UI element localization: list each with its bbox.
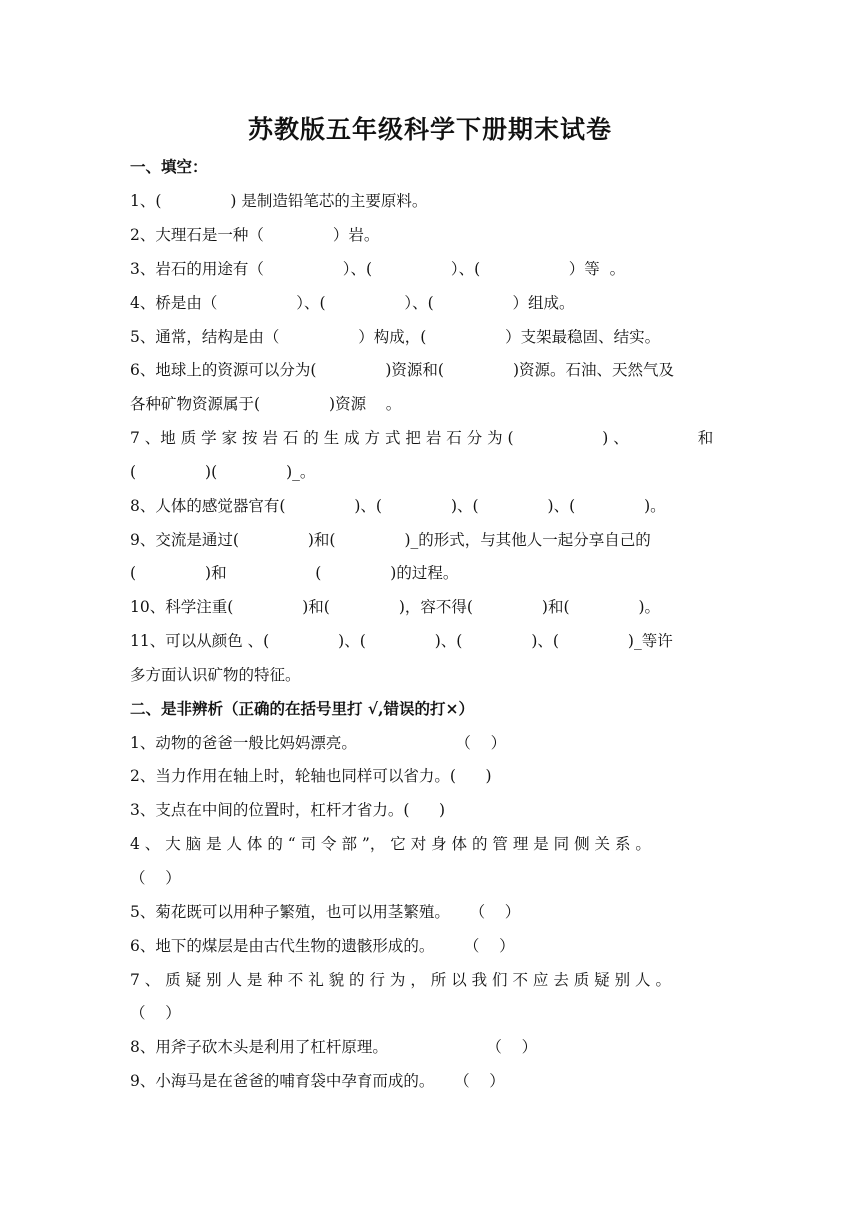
section-2-heading: 二、是非辨析（正确的在括号里打 √,错误的打×） [130,699,474,718]
true-false-line: 2、当力作用在轴上时，轮轴也同样可以省力。( ) [130,767,492,785]
fill-blank-line: 5、通常，结构是由（ ）构成，( ）支架最稳固、结实。 [130,328,661,346]
fill-blank-line: 1、( ) 是制造铅笔芯的主要原料。 [130,192,428,210]
true-false-line: 9、小海马是在爸爸的哺育袋中孕育而成的。 （ ） [130,1072,505,1090]
fill-blank-line: ( )和 ( )的过程。 [130,564,459,582]
true-false-line: 6、地下的煤层是由古代生物的遗骸形成的。 （ ） [130,937,515,955]
fill-blank-line: 2、大理石是一种（ ）岩。 [130,226,380,244]
fill-blank-line: 多方面认识矿物的特征。 [130,666,301,684]
fill-blank-line: 7 、地 质 学 家 按 岩 石 的 生 成 方 式 把 岩 石 分 为 ( ) 、 和 [130,429,714,447]
exam-title: 苏教版五年级科学下册期末试卷 [247,115,612,144]
fill-blank-line: 各种矿物资源属于( )资源 。 [130,395,402,413]
fill-blank-line: 8、人体的感觉器官有( )、( )、( )、( )。 [130,497,666,515]
fill-blank-line: 6、地球上的资源可以分为( )资源和( )资源。石油、天然气及 [130,361,675,379]
fill-blank-line: 3、岩石的用途有（ ）、( ）、( ）等 。 [130,260,626,278]
fill-blank-line: 4、桥是由（ ）、( ）、( ）组成。 [130,294,575,312]
true-false-line: 8、用斧子砍木头是利用了杠杆原理。 （ ） [130,1038,538,1056]
true-false-line: 3、支点在中间的位置时，杠杆才省力。( ) [130,801,446,819]
fill-blank-line: 9、交流是通过( )和( )_的形式，与其他人一起分享自己的 [130,531,651,549]
true-false-line: （ ） [130,1004,181,1022]
true-false-line: 4 、 大 脑 是 人 体 的 “ 司 令 部 ”， 它 对 身 体 的 管 理 是 同 侧 关 系 。 [130,835,651,853]
true-false-line: 5、菊花既可以用种子繁殖，也可以用茎繁殖。 （ ） [130,903,521,921]
true-false-line: 1、动物的爸爸一般比妈妈漂亮。 （ ） [130,734,507,752]
section-1-heading: 一、填空： [130,157,208,176]
fill-blank-line: 10、科学注重( )和( )，容不得( )和( )。 [130,598,661,616]
fill-blank-line: ( )( )_。 [130,463,316,481]
fill-blank-line: 11、可以从颜色 、( )、( )、( )、( )_等许 [130,632,673,650]
true-false-line: （ ） [130,869,181,887]
true-false-line: 7 、 质 疑 别 人 是 种 不 礼 貌 的 行 为 ， 所 以 我 们 不 应 去 质 疑 别 人 。 [130,971,671,989]
